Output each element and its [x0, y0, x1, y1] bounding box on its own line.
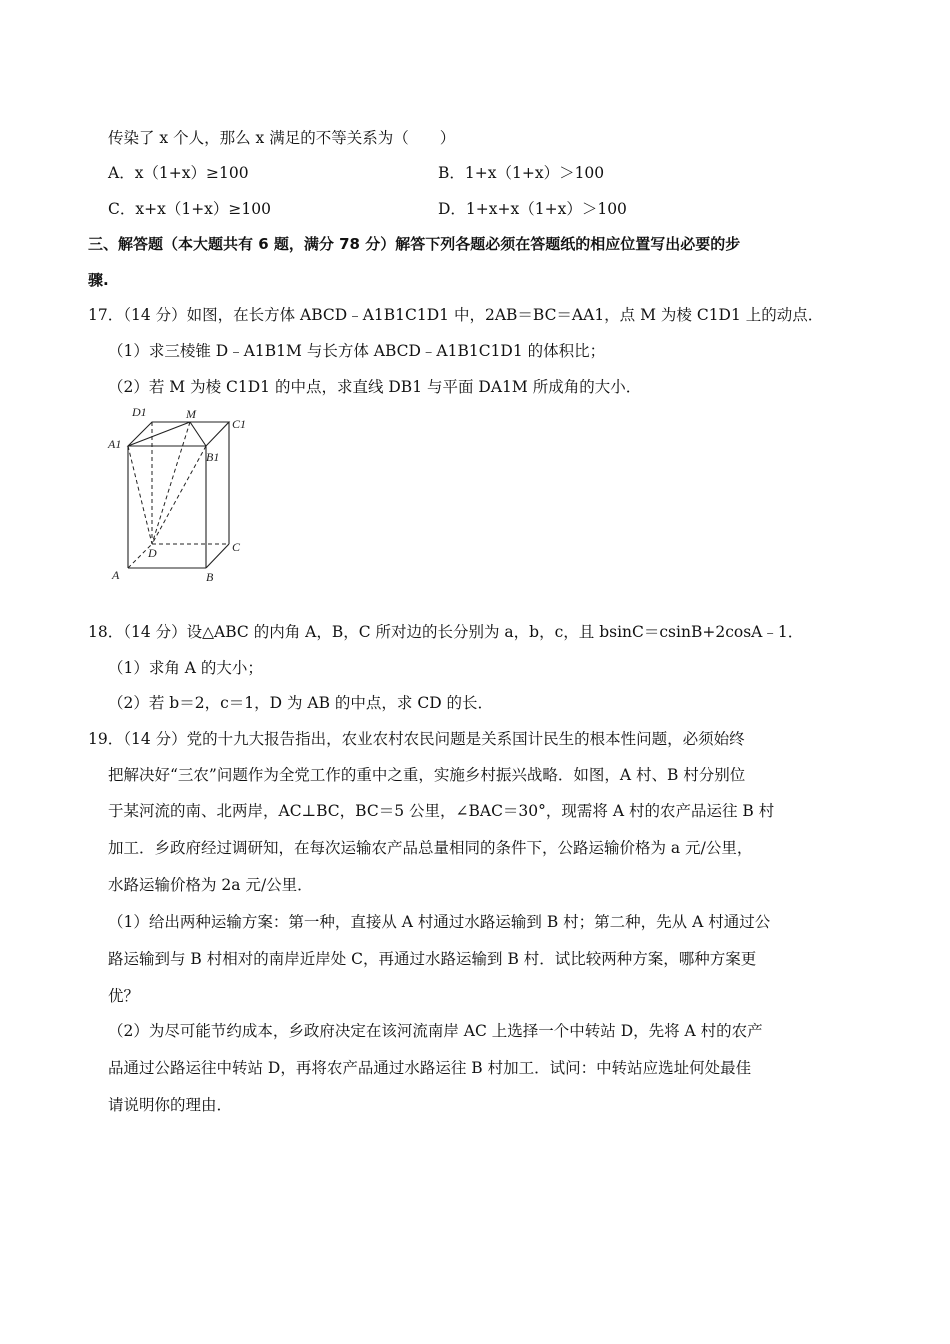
label-A: A [112, 568, 120, 582]
cuboid-figure [102, 404, 252, 588]
label-M: M [186, 407, 196, 421]
q19-part1-line1: （1）给出两种运输方案：第一种，直接从 A 村通过水路运输到 B 村；第二种，先从 A 村通过公 [108, 913, 771, 931]
q19-part1-line3: 优？ [108, 987, 140, 1005]
label-A1: A1 [108, 437, 122, 451]
q19-stem-line5: 水路运输价格为 2a 元/公里． [108, 876, 313, 894]
q19-stem-line4: 加工．乡政府经过调研知，在每次运输农产品总量相同的条件下，公路运输价格为 a 元/公里， [108, 839, 753, 857]
section3-heading-cont: 骤. [88, 271, 109, 289]
q19-part2-line2: 品通过公路运往中转站 D，再将农产品通过水路运往 B 村加工．试问：中转站应选址何处最佳 [108, 1059, 752, 1077]
q19-stem-line3: 于某河流的南、北两岸，AC⊥BC，BC＝5 公里，∠BAC＝30°，现需将 A 村的农产品运往 B 村 [108, 802, 775, 820]
q16-option-a: A．x（1+x）≥100 [108, 164, 249, 182]
q18-stem: 18．（14 分）设△ABC 的内角 A，B，C 所对边的长分别为 a，b，c，且 bsinC＝csinB+2cosA﹣1． [88, 623, 804, 641]
q19-stem-line1: 19．（14 分）党的十九大报告指出，农业农村农民问题是关系国计民生的根本性问题，必须始终 [88, 730, 745, 748]
top-face [128, 422, 229, 446]
label-C: C [232, 540, 241, 554]
q16-stem-continued: 传染了 x 个人，那么 x 满足的不等关系为（ ） [108, 129, 456, 147]
q16-option-c: C．x+x（1+x）≥100 [108, 200, 271, 218]
label-C1: C1 [232, 417, 247, 431]
label-B1: B1 [206, 450, 220, 464]
q19-stem-line2: 把解决好“三农”问题作为全党工作的重中之重，实施乡村振兴战略．如图，A 村、B 村分别位 [108, 766, 746, 784]
q16-option-d: D．1+x+x（1+x）＞100 [438, 200, 627, 218]
q18-part1: （1）求角 A 的大小； [108, 659, 263, 677]
q19-part2-line3: 请说明你的理由． [108, 1096, 233, 1114]
q17-part2: （2）若 M 为棱 C1D1 的中点，求直线 DB1 与平面 DA1M 所成角的大小． [108, 378, 642, 396]
section3-heading: 三、解答题（本大题共有 6 题，满分 78 分）解答下列各题必须在答题纸的相应位置写出必要的步 [88, 235, 741, 253]
q18-part2: （2）若 b＝2，c＝1，D 为 AB 的中点，求 CD 的长． [108, 694, 494, 712]
q19-part1-line2: 路运输到与 B 村相对的南岸近岸处 C，再通过水路运输到 B 村．试比较两种方案，哪种方案更 [108, 950, 757, 968]
q17-stem: 17．（14 分）如图，在长方体 ABCD﹣A1B1C1D1 中，2AB＝BC＝AA1，点 M 为棱 C1D1 上的动点． [88, 306, 824, 324]
q17-part1: （1）求三棱锥 D﹣A1B1M 与长方体 ABCD﹣A1B1C1D1 的体积比； [108, 342, 606, 360]
q19-part2-line1: （2）为尽可能节约成本，乡政府决定在该河流南岸 AC 上选择一个中转站 D，先将 A 村的农产 [108, 1022, 763, 1040]
q16-option-b: B．1+x（1+x）＞100 [438, 164, 605, 182]
label-D1: D1 [132, 405, 147, 419]
label-B: B [206, 570, 214, 584]
cuboid-diagram [102, 404, 252, 588]
label-D: D [148, 546, 157, 560]
